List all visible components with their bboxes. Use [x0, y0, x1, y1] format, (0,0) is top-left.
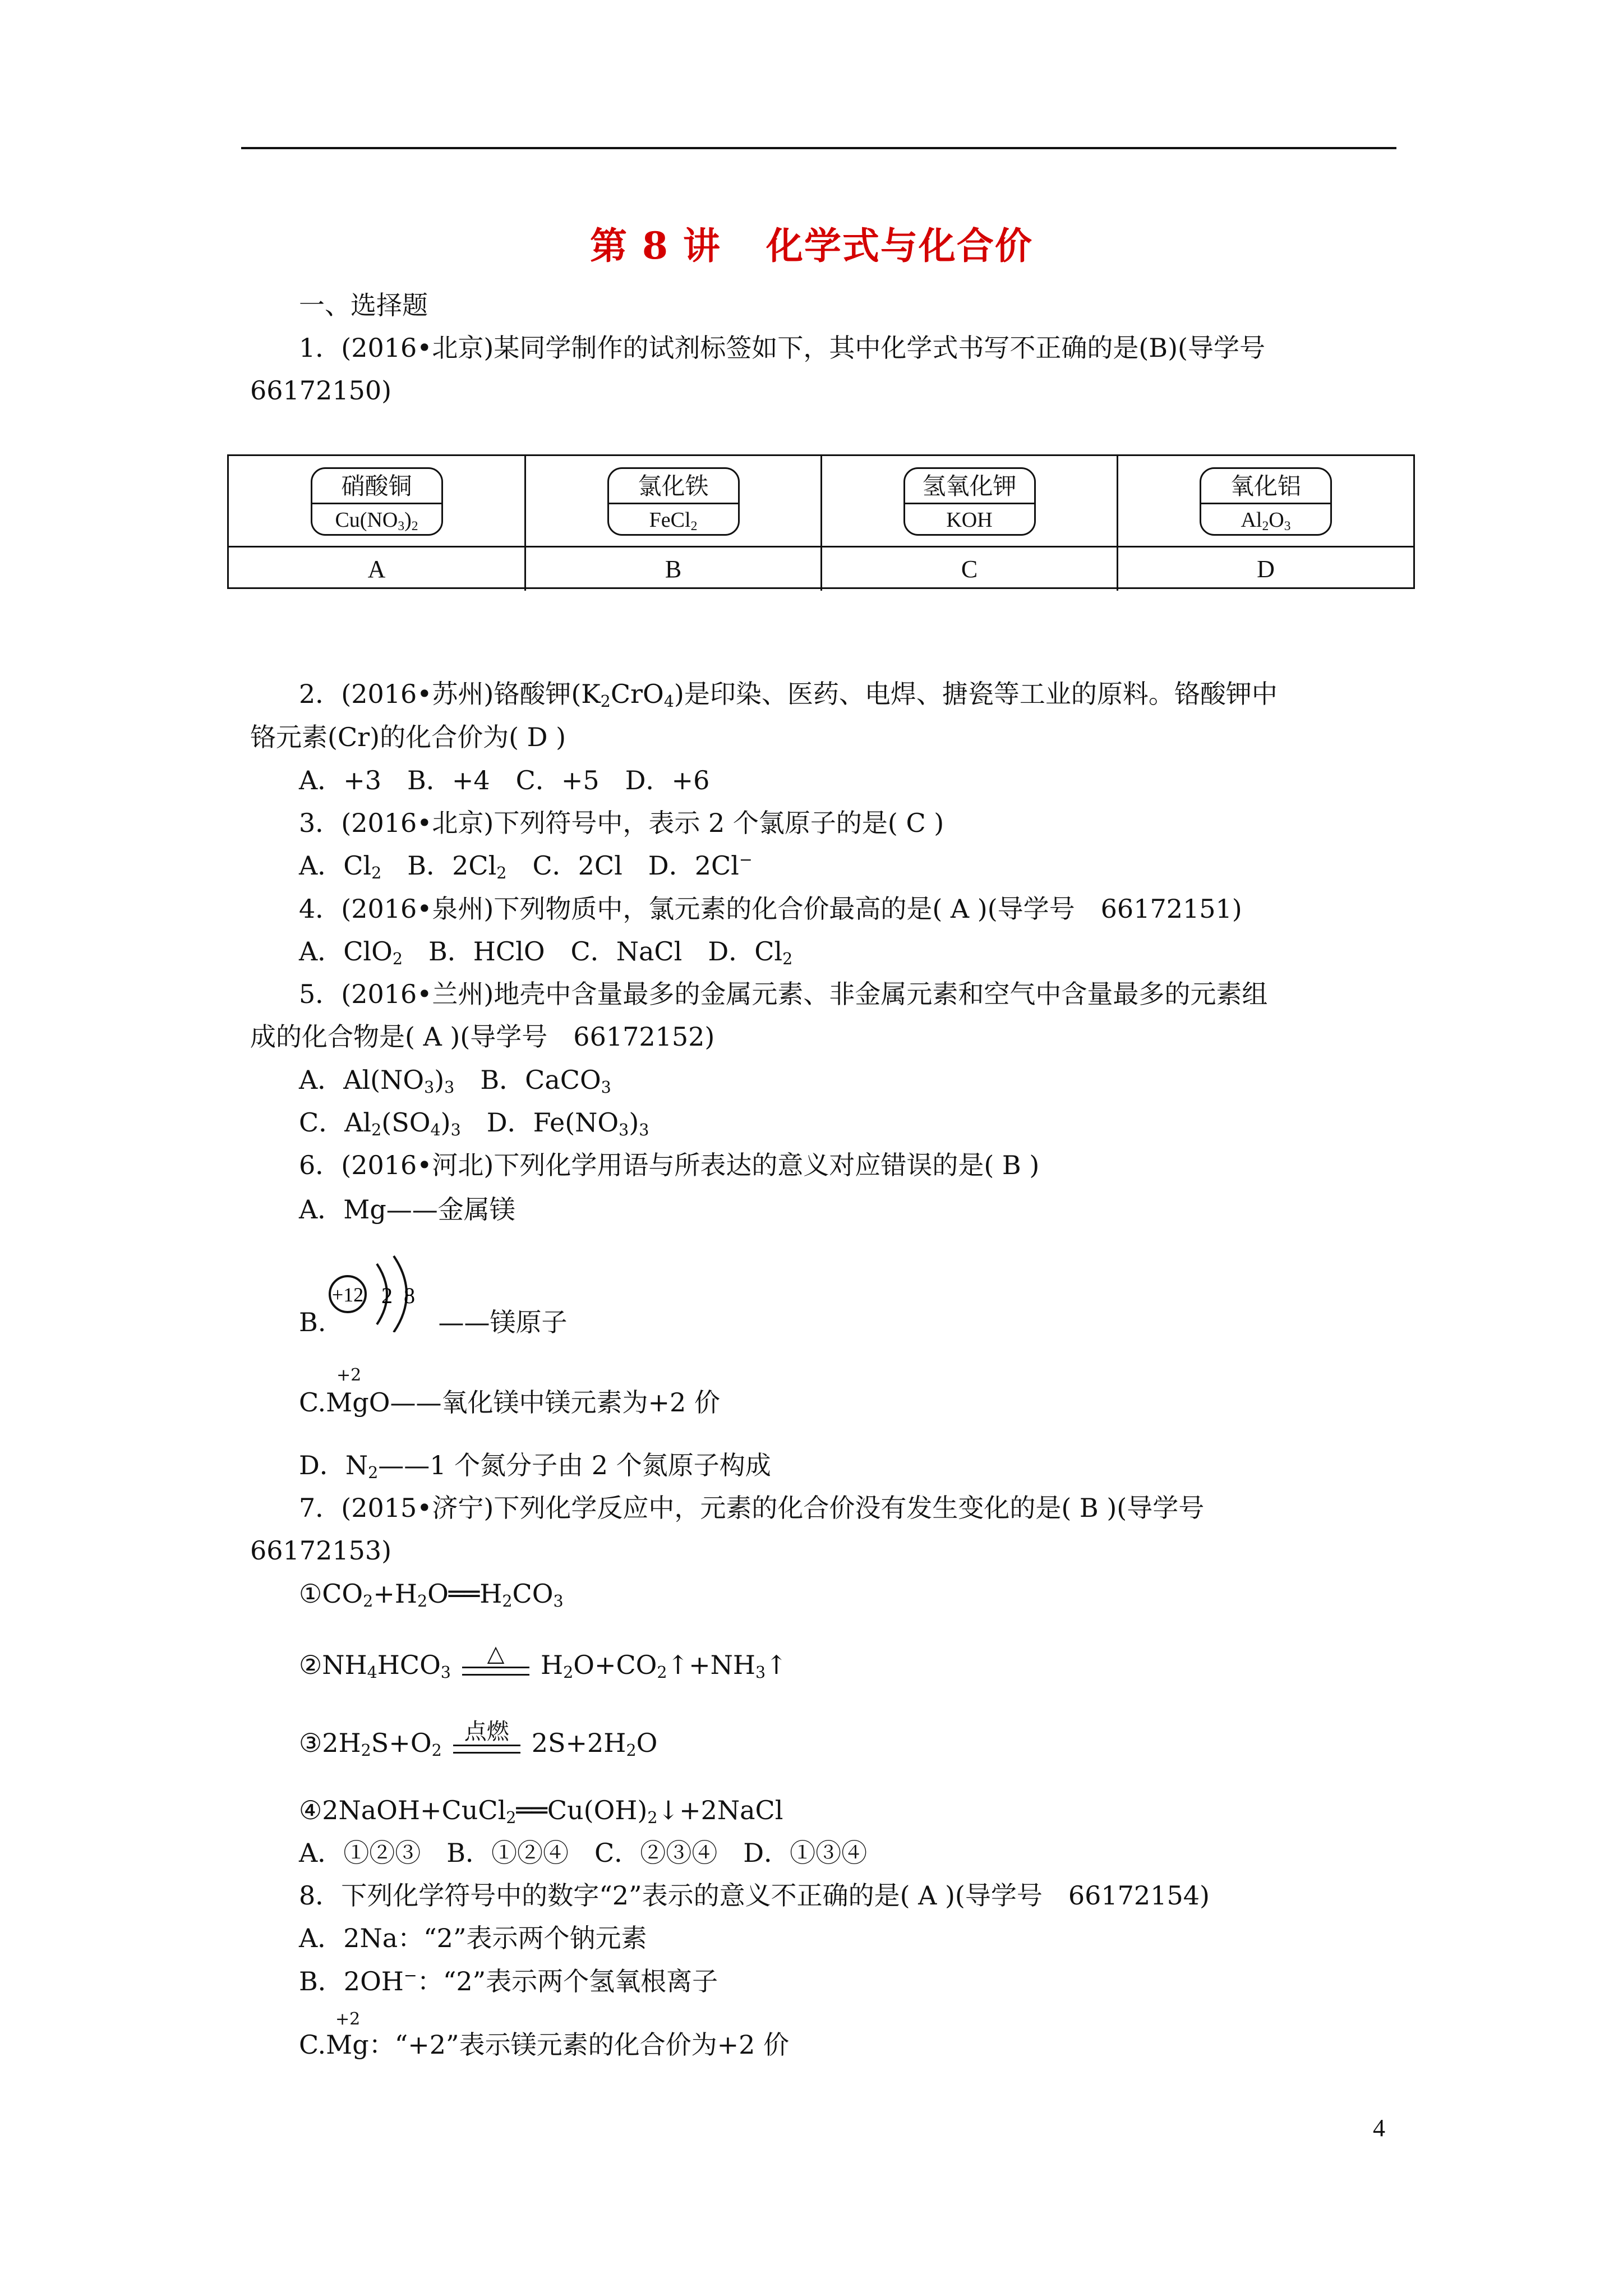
reagent-label — [1200, 467, 1332, 536]
reagent-label — [311, 467, 443, 536]
reagent-formula: $Cu(NO_3)_2$ — [335, 508, 418, 533]
q8-option-a: A．2Na：“2”表示两个钠元素 — [299, 1923, 647, 1953]
reagent-label — [607, 467, 740, 536]
label-letter-row — [229, 546, 1413, 591]
reagent-formula: $Al_2O_3$ — [1241, 508, 1291, 533]
reagent-name: 硝酸铜 — [312, 469, 441, 504]
q8-option-c: C.Mg：“+2”表示镁元素的化合价为+2 价 — [299, 2030, 789, 2060]
q1-stem-line2: 66172150) — [250, 375, 392, 406]
q2-stem-line2: 铬元素(Cr)的化合价为( D ) — [250, 722, 566, 752]
page-title — [0, 216, 1623, 269]
q8-stem: 8．下列化学符号中的数字“2”表示的意义不正确的是( A )(导学号 66172154) — [299, 1880, 1210, 1911]
nucleus-charge: +12 — [331, 1283, 364, 1306]
reagent-label-table — [227, 454, 1415, 589]
reagent-name: 氧化铝 — [1201, 469, 1330, 504]
reaction-condition-ignite: 点燃 — [453, 1719, 520, 1754]
label-letter-d: D — [1257, 555, 1275, 583]
q4-stem: 4．(2016•泉州)下列物质中，氯元素的化合价最高的是( A )(导学号 66172151) — [299, 894, 1242, 924]
q8-option-b: B．2OH−：“2”表示两个氢氧根离子 — [299, 1966, 718, 1996]
shell-2-electrons: 8 — [404, 1283, 415, 1308]
q6-option-c: C.MgO——氧化镁中镁元素为+2 价 — [299, 1387, 720, 1418]
label-cell-a — [229, 456, 526, 546]
q3-options: A．$Cl_2$ B．$2Cl_2$ C．2Cl D．2Cl− — [299, 850, 753, 883]
section-heading: 一、选择题 — [299, 290, 428, 320]
q3-stem: 3．(2016•北京)下列符号中，表示 2 个氯原子的是( C ) — [299, 808, 944, 838]
q7-stem-line2: 66172153) — [250, 1535, 392, 1566]
header-rule — [241, 147, 1396, 149]
label-cell-b — [526, 456, 822, 546]
q2-stem-line1: 2．(2016•苏州)铬酸钾$(K_2CrO_4)$是印染、医药、电焊、搪瓷等工业的原料。铬酸钾中 — [299, 679, 1278, 711]
q5-stem-line1: 5．(2016•兰州)地壳中含量最多的金属元素、非金属元素和空气中含量最多的元素组 — [299, 979, 1268, 1009]
label-letter-a: A — [229, 547, 526, 591]
q6-option-b: B. ——镁原子 — [299, 1307, 568, 1337]
q7-stem-line1: 7．(2015•济宁)下列化学反应中，元素的化合价没有发生变化的是( B )(导学号 — [299, 1493, 1205, 1523]
title-lecture: 第 8 讲 — [590, 224, 721, 268]
q8-c-valence-mark: +2 — [335, 2009, 361, 2029]
reagent-label — [903, 467, 1036, 536]
reagent-name: 氢氧化钾 — [905, 469, 1034, 504]
q5-stem-line2: 成的化合物是( A )(导学号 66172152) — [250, 1022, 715, 1052]
q1-stem-line1: 1．(2016•北京)某同学制作的试剂标签如下，其中化学式书写不正确的是(B)(导学号 — [299, 333, 1266, 363]
page-number: 4 — [1373, 2114, 1385, 2142]
q7-reaction-4: $④2NaOH+CuCl_2══Cu(OH)_2↓+2NaCl$ — [299, 1795, 783, 1828]
q6-option-d: D．$N_2——1$ 个氮分子由 2 个氮原子构成 — [299, 1450, 771, 1483]
label-letter-c: C — [822, 547, 1118, 591]
reagent-formula: FeCl$_2$ — [649, 508, 698, 533]
q4-options: A．ClO$_2$ B．HClO C．NaCl D．$Cl_2$ — [299, 936, 793, 969]
shell-1-electrons: 2 — [381, 1283, 393, 1308]
reagent-name: 氯化铁 — [609, 469, 738, 504]
label-letter-b: B — [526, 547, 822, 591]
title-topic: 化学式与化合价 — [766, 224, 1033, 268]
label-cell-c — [822, 456, 1118, 546]
q7-reaction-3: $③2H_2S+O_2$ 点燃 $2S+2H_2O$ — [299, 1719, 658, 1760]
q6-stem: 6．(2016•河北)下列化学用语与所表达的意义对应错误的是( B ) — [299, 1150, 1040, 1180]
q7-reaction-2: $②NH_4HCO_3$ △ $H_2O+CO_2↑+NH_3↑$ — [299, 1641, 787, 1682]
reaction-condition-heat: △ — [462, 1641, 529, 1676]
q5-options-line2: C．$Al_2(SO_4)_3$ D．$Fe(NO_3)_3$ — [299, 1107, 649, 1140]
q2-options: A．+3 B．+4 C．+5 D．+6 — [299, 765, 710, 795]
label-cell-d — [1118, 456, 1413, 546]
q7-reaction-1: $①CO_2+H_2O══H_2CO_3$ — [299, 1579, 564, 1611]
q6-option-a: A．Mg——金属镁 — [299, 1194, 515, 1225]
q5-options-line1: A．$Al(NO_3)_3$ B．CaCO$_3$ — [299, 1065, 611, 1097]
q7-options: A．①②③ B．①②④ C．②③④ D．①③④ — [299, 1838, 868, 1868]
q6-c-valence-mark: +2 — [336, 1365, 362, 1385]
reagent-formula: KOH — [946, 508, 993, 532]
